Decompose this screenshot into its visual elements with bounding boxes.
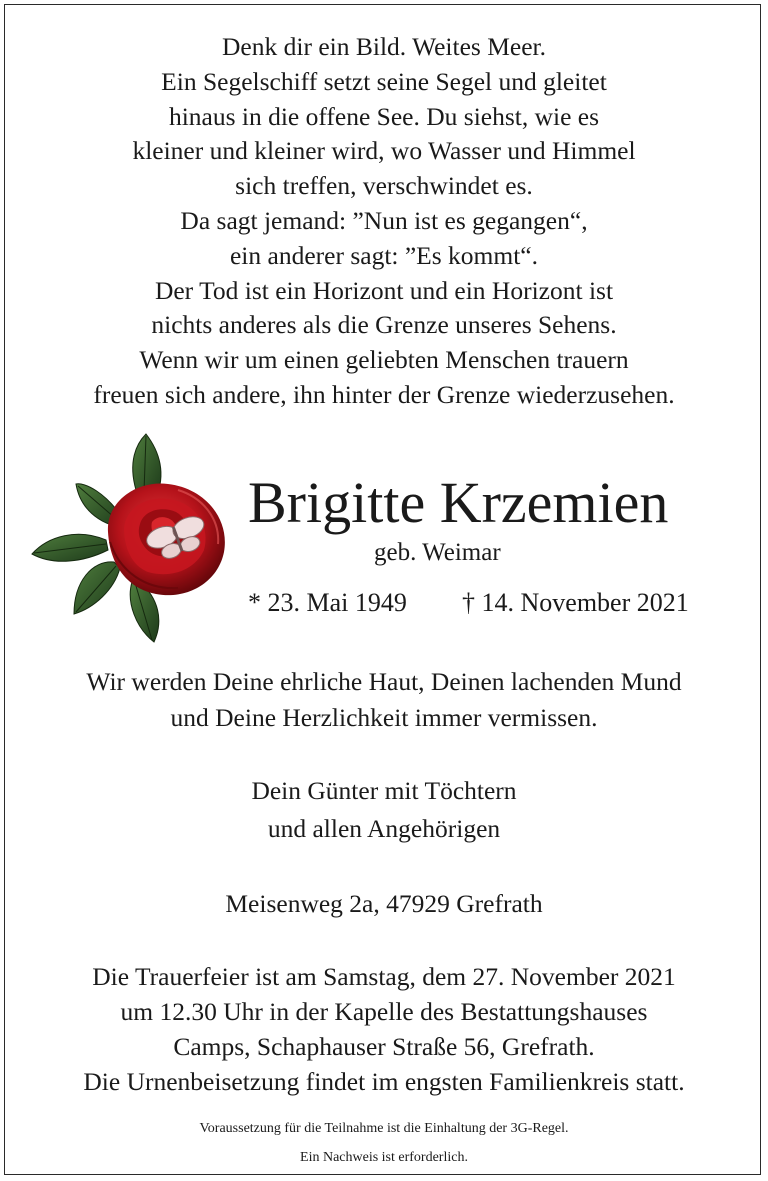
maiden-name: geb. Weimar [374,539,501,566]
death-date: † 14. November 2021 [462,588,689,617]
note-line: Voraussetzung für die Teilnahme ist die Einhaltung der 3G-Regel. [199,1121,569,1136]
service-line: Die Trauerfeier ist am Samstag, dem 27. November 2021 [92,962,676,991]
farewell-text [0,664,768,736]
note-line: Ein Nachweis ist erforderlich. [300,1150,468,1165]
service-info [0,959,768,1099]
poem-line: nichts anderes als die Grenze unseres Sehens. [151,310,617,340]
poem-line: Ein Segelschiff setzt seine Segel und gleitet [161,66,607,96]
birth-date: * 23. Mai 1949 [248,588,407,617]
service-line: um 12.30 Uhr in der Kapelle des Bestattungshauses [120,997,648,1026]
service-line: Camps, Schaphauser Straße 56, Grefrath. [173,1032,595,1061]
farewell-line: Wir werden Deine ehrliche Haut, Deinen lachenden Mund [86,667,682,696]
attendance-notes [0,1114,768,1172]
poem-line: Da sagt jemand: ”Nun ist es gegangen“, [180,205,588,235]
poem-line: Der Tod ist ein Horizont und ein Horizont ist [154,275,614,305]
family-signature [0,772,768,848]
poem-line: Denk dir ein Bild. Weites Meer. [222,32,546,61]
poem-line: hinaus in die offene See. Du siehst, wie es [168,101,600,131]
poem-line: ein anderer sagt: ”Es kommt“. [229,240,539,270]
poem-line: Wenn wir um einen geliebten Menschen trauern [139,345,629,375]
poem [0,30,768,413]
poem-line: kleiner und kleiner wird, wo Wasser und Himmel [132,136,636,166]
poem-line: freuen sich andere, ihn hinter der Grenze wiederzusehen. [93,379,675,409]
poem-line: sich treffen, verschwindet es. [235,171,533,201]
red-rose-with-butterfly-icon [28,432,250,644]
deceased-name: Brigitte Krzemien [248,470,669,535]
address: Meisenweg 2a, 47929 Grefrath [225,889,543,918]
family-line: Dein Günter mit Töchtern [251,776,517,805]
service-line: Die Urnenbeisetzung findet im engsten Familienkreis statt. [83,1067,685,1096]
family-line: und allen Angehörigen [267,814,501,843]
farewell-line: und Deine Herzlichkeit immer vermissen. [170,703,598,732]
